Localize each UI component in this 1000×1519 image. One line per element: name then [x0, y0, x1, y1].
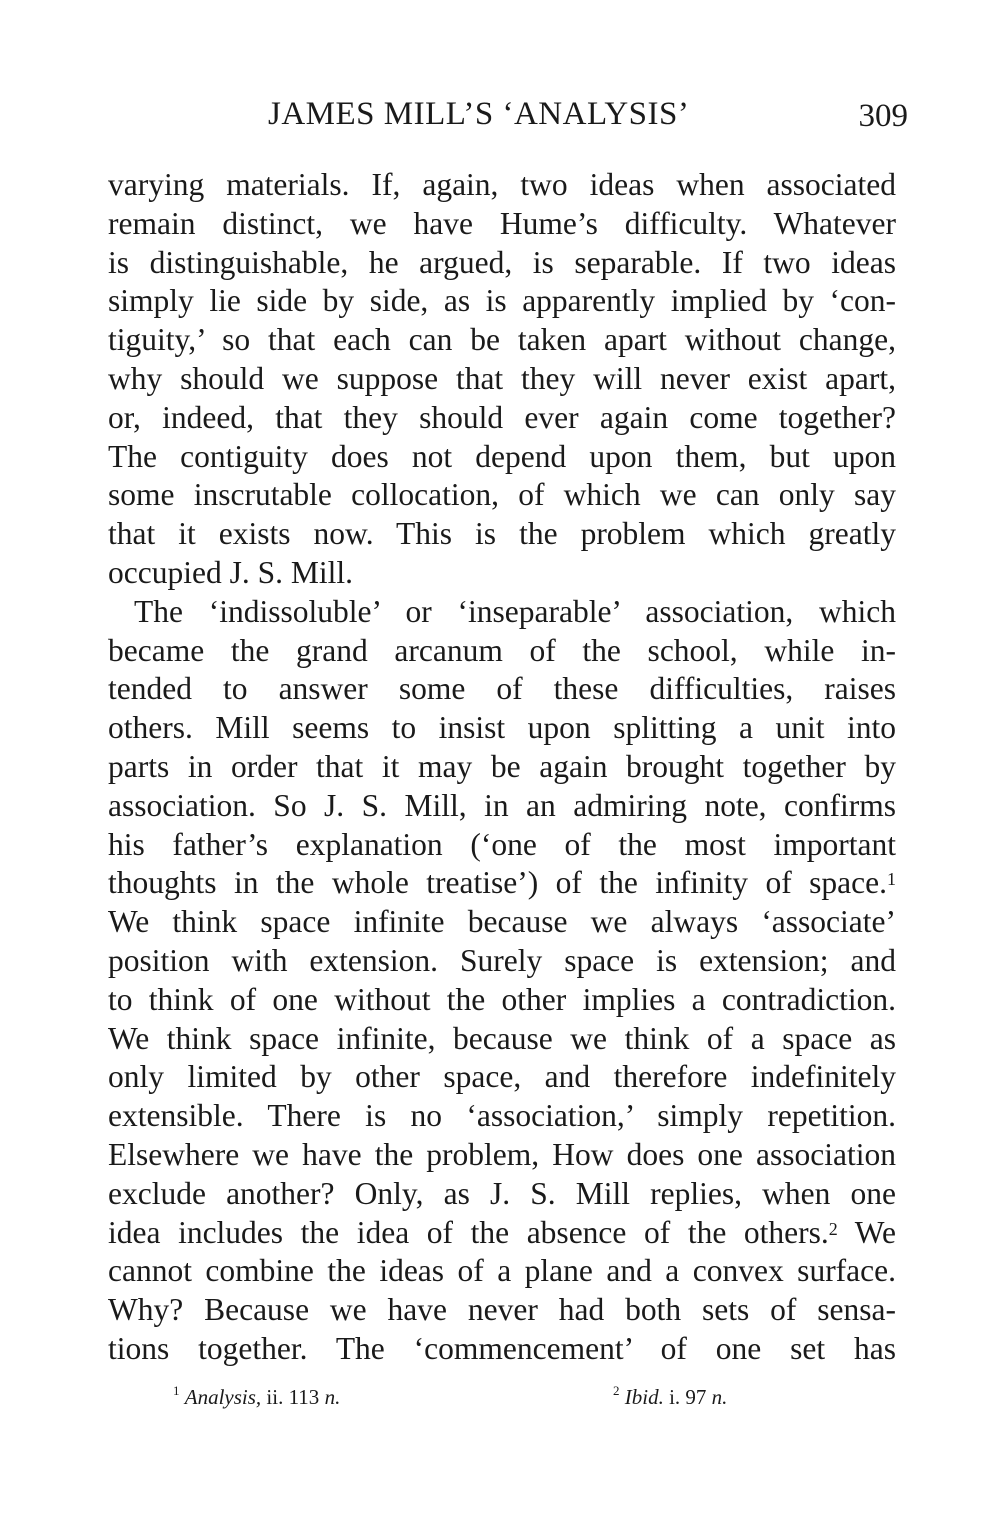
text-line: tions together. The ‘commencement’ of one set has [108, 1330, 896, 1366]
text-line: We think space infinite because we always ‘associate’ [108, 904, 896, 940]
footnotes [173, 1385, 873, 1425]
text-line: occupied J. S. Mill. [108, 554, 353, 590]
text-line: why should we suppose that they will never exist apart, [108, 360, 896, 396]
running-title: JAMES MILL’S ‘ANALYSIS’ [268, 96, 690, 132]
footnote-title: Analysis, [184, 1385, 262, 1409]
text-line: is distinguishable, he argued, is separable. If two ideas [108, 244, 896, 280]
text-line: Why? Because we have never had both sets of sensa- [108, 1292, 896, 1328]
text-line [108, 864, 896, 903]
footnote-ref-2[interactable]: 2 [828, 1218, 838, 1239]
text-line: association. So J. S. Mill, in an admiring note, confirms [108, 787, 896, 823]
paragraph-2 [108, 593, 896, 1369]
text-line: tended to answer some of these difficulties, raises [108, 671, 896, 707]
line-text-tail: We [854, 1214, 896, 1250]
footnote-ref: i. 97 [669, 1385, 707, 1409]
text-line: simply lie side by side, as is apparently implied by ‘con- [108, 283, 896, 319]
body-text [108, 166, 896, 1369]
text-line: to think of one without the other implies a contradiction. [108, 981, 896, 1017]
text-line: parts in order that it may be again brought together by [108, 748, 896, 784]
footnote-ref-1[interactable]: 1 [887, 869, 896, 890]
text-line: his father’s explanation (‘one of the most important [108, 826, 896, 862]
footnote-suffix: n. [324, 1385, 341, 1409]
text-line [108, 1214, 896, 1253]
text-line: varying materials. If, again, two ideas when associated [108, 167, 896, 202]
running-header [268, 96, 908, 146]
text-line: some inscrutable collocation, of which we can only say [108, 477, 896, 513]
line-text: thoughts in the whole treatise’) of the infinity of space. [108, 865, 887, 901]
text-line: remain distinct, we have Hume’s difficulty. Whatever [108, 205, 896, 241]
text-line: others. Mill seems to insist upon splitting a unit into [108, 710, 896, 746]
text-line: extensible. There is no ‘association,’ simply repetition. [108, 1098, 896, 1134]
footnote-suffix: n. [711, 1385, 728, 1409]
footnote-1 [173, 1385, 340, 1410]
text-line: became the grand arcanum of the school, while in- [108, 632, 896, 668]
footnote-2 [613, 1385, 727, 1410]
text-line: or, indeed, that they should ever again come together? [108, 399, 896, 435]
paragraph-1 [108, 166, 896, 593]
text-line: cannot combine the ideas of a plane and a convex surface. [108, 1253, 896, 1289]
text-line: that it exists now. This is the problem which greatly [108, 516, 896, 552]
text-line: exclude another? Only, as J. S. Mill replies, when one [108, 1175, 896, 1211]
text-line: The ‘indissoluble’ or ‘inseparable’ association, which [134, 593, 896, 629]
line-text: idea includes the idea of the absence of the others. [108, 1214, 829, 1250]
text-line: We think space infinite, because we think of a space as [108, 1020, 896, 1056]
footnote-mark: 2 [613, 1383, 620, 1398]
page-number: 309 [858, 98, 908, 134]
footnote-mark: 1 [173, 1383, 180, 1398]
text-line: Elsewhere we have the problem, How does one association [108, 1136, 896, 1172]
text-line: The contiguity does not depend upon them, but upon [108, 438, 896, 474]
footnote-title: Ibid. [624, 1385, 664, 1409]
footnote-ref: ii. 113 [266, 1385, 320, 1409]
text-line: tiguity,’ so that each can be taken apart without change, [108, 322, 896, 358]
text-line: position with extension. Surely space is extension; and [108, 942, 896, 978]
text-line: only limited by other space, and therefore indefinitely [108, 1059, 896, 1095]
